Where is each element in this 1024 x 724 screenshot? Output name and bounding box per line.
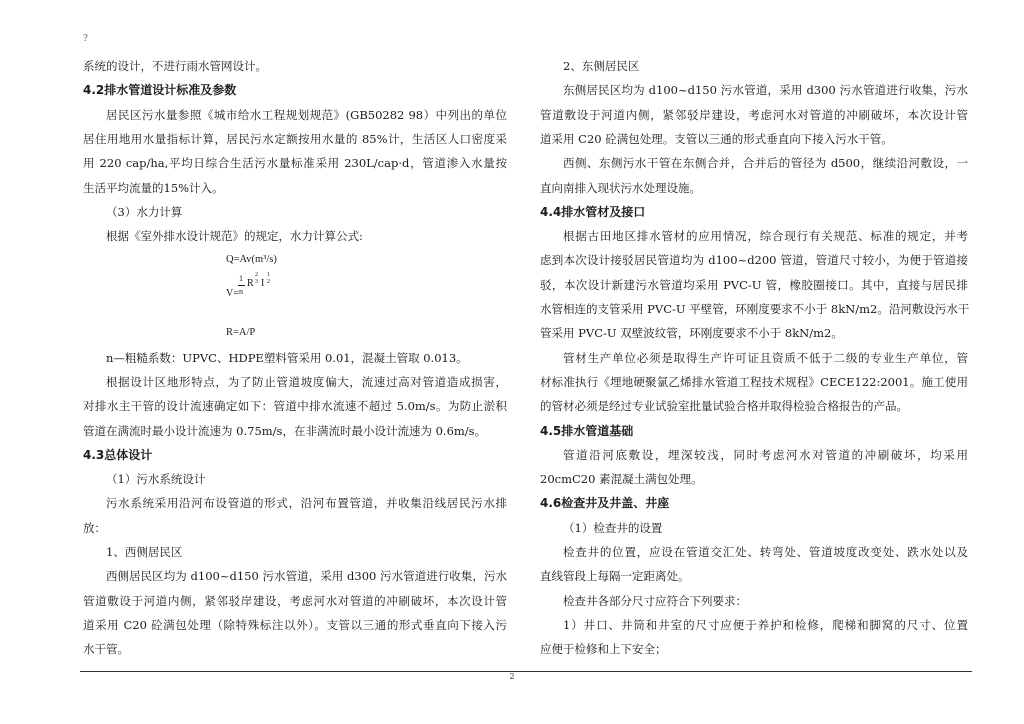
text-line: 根据《室外排水设计规范》的规定，水力计算公式: [106,229,363,244]
text-line: 管道敷设于河道内侧，紧邻驳岸建设，考虑河水对管道的冲刷破坏，本次设计管 [83,593,507,608]
formula-velocity [226,271,306,320]
text-line: 管道敷设于河道内侧，紧邻驳岸建设，考虑河水对管道的冲刷破坏，本次设计管 [540,107,968,122]
text-line: 2、东侧居民区 [563,59,640,73]
fraction-denominator: n [239,286,243,296]
text-line: 检查井各部分尺寸应符合下列要求： [563,593,747,608]
text-line: 应便于检修和上下安全； [540,642,667,657]
text-line: 管道在满流时最小设计流速为 0.75m/s，在非满流时最小设计流速为 0.6m/s。 [83,423,487,438]
formula-lhs: V= [226,287,239,299]
text-line: 驳，本次设计新建污水管道均采用 PVC-U 管，橡胶圈接口。其中，直接与居民排 [540,277,968,292]
text-line: 道采用 C20 砼满包处理。支管以三通的形式垂直向下接入污水干管。 [540,131,893,146]
radius-exp-num: 2 [255,271,258,278]
text-line: 用 220 cap/ha,平均日综合生活污水量标准采用 230L/cap·d，管道渗入水量按 [83,156,507,171]
text-line: 管道沿河底敷设，埋深较浅，同时考虑河水对管道的冲刷破坏，均采用 [563,447,968,462]
text-line: 污水系统采用沿河布设管道的形式，沿河布置管道，并收集沿线居民污水排 [106,496,507,511]
formula-line: Q=Av(m³/s) [226,254,277,266]
text-line: 直线管段上每隔一定距离处。 [540,569,690,584]
text-line: 1、西侧居民区 [106,545,183,559]
text-line: 管材生产单位必须是取得生产许可证且资质不低于二级的专业生产单位，管 [563,350,968,365]
fraction-bar [238,285,245,286]
text-line: 东侧居民区均为 d100~d150 污水管道，采用 d300 污水管道进行收集，污水 [563,83,968,98]
section-heading: 4.6检查井及井盖、井座 [540,496,670,511]
fraction-numerator: 1 [239,273,243,283]
text-line: （1）污水系统设计 [106,472,206,487]
section-heading: 4.5排水管道基础 [540,423,634,438]
text-line: 居住用地用水量指标计算，居民污水定额按用水量的 85%计，生活区人口密度采 [83,131,507,146]
text-line: 检查井的位置，应设在管道交汇处、转弯处、管道坡度改变处、跌水处以及 [563,545,968,559]
text-line: n—粗糙系数：UPVC、HDPE塑料管采用 0.01，混凝土管取 0.013。 [106,350,468,365]
text-line: （1）检查井的设置 [563,520,663,535]
text-line: 西侧、东侧污水干管在东侧合并，合并后的管径为 d500，继续沿河敷设，一 [563,156,968,171]
formula-line: R=A/P [226,327,256,339]
text-line: 西侧居民区均为 d100~d150 污水管道，采用 d300 污水管道进行收集，污水 [106,569,507,584]
section-heading: 4.3总体设计 [83,447,153,462]
text-line: 道采用 C20 砼满包处理（除特殊标注以外）。支管以三通的形式垂直向下接入污 [83,617,507,632]
slope-exp-num: 1 [267,271,270,278]
section-heading: 4.4排水管材及接口 [540,204,646,219]
text-line: 材标准执行《埋地硬聚氯乙烯排水管道工程技术规程》CECE122:2001。施工使用 [540,374,968,389]
text-line: 居民区污水量参照《城市给水工程规划规范》(GB50282 98）中列出的单位 [106,107,507,122]
text-line: 对排水主干管的设计流速确定如下：管道中排水流速不超过 5.0m/s。为防止淤积 [83,399,507,414]
top-mark: ? [83,34,88,44]
text-line: 虑到本次设计接驳居民管道均为 d100~d200 管道，管道尺寸较小，为便于管道接 [540,253,968,268]
slope-exp-den: 2 [267,278,270,285]
radius-exp-den: 3 [255,278,258,285]
section-heading: 4.2排水管道设计标准及参数 [83,83,237,98]
text-line: 的管材必须是经过专业试验室批量试验合格并取得检验合格报告的产品。 [540,399,908,414]
text-line: 1）井口、井筒和井室的尺寸应便于养护和检修，爬梯和脚窝的尺寸、位置 [563,617,968,632]
text-line: 根据古田地区排水管材的应用情况，综合现行有关规范、标准的规定，并考 [563,229,968,244]
text-line: 系统的设计，不进行雨水管网设计。 [83,59,267,73]
page-number: 2 [509,672,515,681]
text-line: 生活平均流量的15%计入。 [83,180,224,195]
text-line: （3）水力计算 [106,204,183,219]
text-line: 管采用 PVC-U 双壁波纹管，环刚度要求不小于 8kN/m2。 [540,326,843,341]
text-line: 根据设计区地形特点，为了防止管道坡度偏大，流速过高对管道造成损害， [106,374,507,389]
slope-symbol: I [261,277,265,289]
radius-symbol: R [247,277,254,289]
text-line: 直向南排入现状污水处理设施。 [540,180,701,195]
text-line: 水干管。 [83,642,129,657]
text-line: 水管相连的支管采用 PVC-U 平壁管，环刚度要求不小于 8kN/m2。沿河敷设污水干 [540,302,970,316]
text-line: 放： [83,520,106,535]
text-line: 20cmC20 素混凝土满包处理。 [540,472,703,487]
